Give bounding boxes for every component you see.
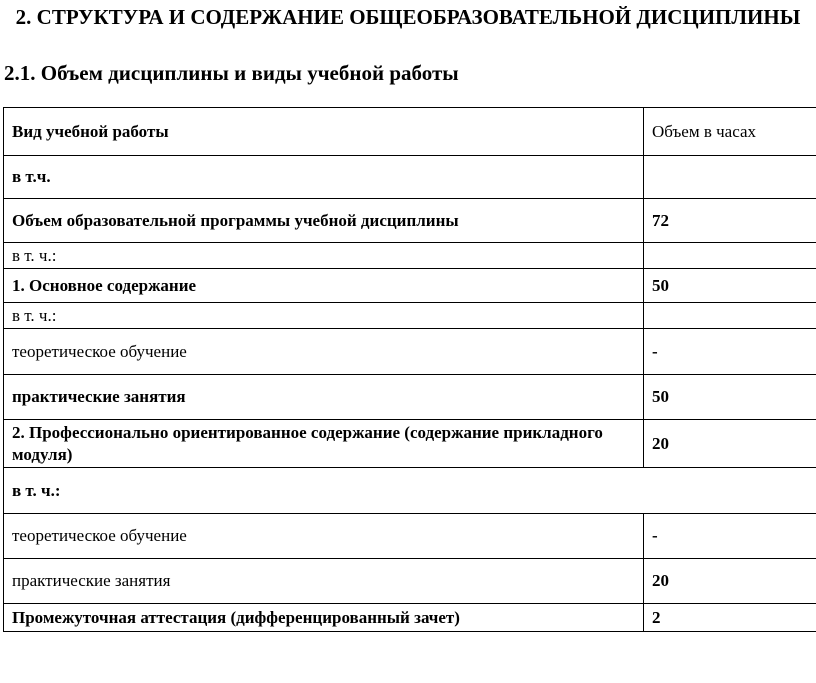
row-label: Промежуточная аттестация (дифференцированный зачет) (4, 604, 644, 632)
row-label: в т.ч. (4, 156, 644, 199)
row-value (644, 303, 816, 329)
row-label: в т. ч.: (4, 303, 644, 329)
section-heading: 2. СТРУКТУРА И СОДЕРЖАНИЕ ОБЩЕОБРАЗОВАТЕЛЬНОЙ ДИСЦИПЛИНЫ (15, 5, 801, 29)
table-row (4, 199, 816, 243)
workload-table (3, 107, 816, 632)
row-value: 50 (644, 375, 816, 420)
row-value: 20 (644, 559, 816, 604)
row-value: - (644, 329, 816, 375)
table-row (4, 514, 816, 559)
subsection-heading: 2.1. Объем дисциплины и виды учебной работы (4, 61, 459, 85)
table-row (4, 269, 816, 303)
row-label: теоретическое обучение (4, 514, 644, 559)
table-row (4, 468, 816, 514)
row-label: практические занятия (4, 559, 644, 604)
table-row (4, 329, 816, 375)
row-value (644, 243, 816, 269)
row-label: Объем образовательной программы учебной дисциплины (4, 199, 644, 243)
header-work-type: Вид учебной работы (4, 108, 644, 156)
row-value: - (644, 514, 816, 559)
table-row (4, 156, 816, 199)
table-header-row (4, 108, 816, 156)
row-value (644, 156, 816, 199)
row-label: в т. ч.: (4, 468, 816, 514)
row-label: 2. Профессионально ориентированное содержание (содержание прикладного модуля) (4, 420, 644, 468)
table-row (4, 303, 816, 329)
row-value: 2 (644, 604, 816, 632)
row-label: теоретическое обучение (4, 329, 644, 375)
row-label: в т. ч.: (4, 243, 644, 269)
header-hours: Объем в часах (644, 108, 816, 156)
table-row (4, 604, 816, 632)
table-row (4, 420, 816, 468)
row-value: 20 (644, 420, 816, 468)
row-label: практические занятия (4, 375, 644, 420)
row-value: 50 (644, 269, 816, 303)
table-row (4, 559, 816, 604)
table-row (4, 375, 816, 420)
row-value: 72 (644, 199, 816, 243)
table-row (4, 243, 816, 269)
row-label: 1. Основное содержание (4, 269, 644, 303)
